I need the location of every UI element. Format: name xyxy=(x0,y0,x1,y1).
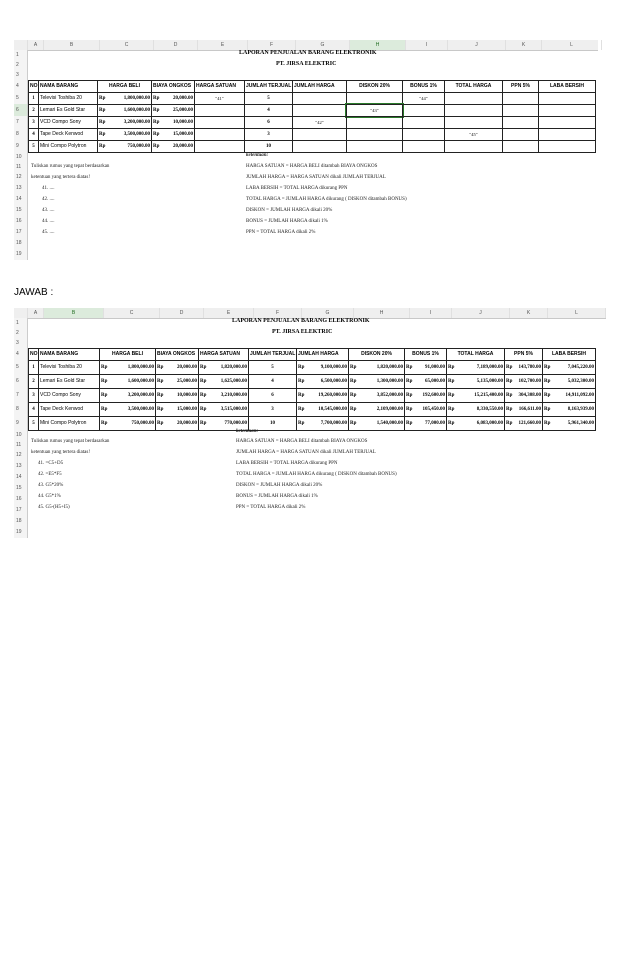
col-d[interactable]: D xyxy=(160,308,204,318)
ketentuan-line: TOTAL HARGA = JUMLAH HARGA dikurang ( DISKON ditambah BONUS) xyxy=(236,472,397,477)
col-h[interactable]: H xyxy=(350,40,406,50)
table-row: 2 Lemari Es Gold Star Rp 1,600,000.00 Rp 25,000.00 Rp 1,625,000.00 4 Rp 6,500,000.00 Rp 1,300,000.00 Rp 65,000.00 Rp 5,135,000.00 Rp 102,700.00 Rp 5,032,300.00 xyxy=(29,375,596,389)
ketentuan-line: DISKON = JUMLAH HARGA dikali 20% xyxy=(236,483,323,488)
ketentuan-line: LABA BERSIH = TOTAL HARGA dikurang PPN xyxy=(236,461,338,466)
question-item: 45. .... xyxy=(42,230,55,235)
answer-table xyxy=(29,349,596,431)
col-j[interactable]: J xyxy=(452,308,510,318)
col-g[interactable]: G xyxy=(302,308,354,318)
ketentuan-line: DISKON = JUMLAH HARGA dikali 20% xyxy=(246,208,333,213)
table-row: 3 VCD Compo Sony Rp 3,200,000.00 Rp 10,000.00 6 "42" xyxy=(29,117,596,129)
instruction-line-1: Tuliskan rumus yang tepat berdasarkan xyxy=(31,439,110,444)
answer-sheet xyxy=(14,308,606,535)
col-b[interactable]: B xyxy=(44,40,100,50)
ketentuan-line: BONUS = JUMLAH HARGA dikali 1% xyxy=(236,494,318,499)
col-c[interactable]: C xyxy=(104,308,160,318)
instruction-line-2: ketentuan yang tertera diatas! xyxy=(31,175,90,180)
table-row: 4 Tape Deck Kenwod Rp 3,500,000.00 Rp 15,000.00 Rp 3,515,000.00 3 Rp 10,545,000.00 Rp 2,109,000.00 Rp 105,450.00 Rp 8,330,550.00 Rp 166,611.00 Rp 8,163,939.00 xyxy=(29,403,596,417)
marker-42: "42" xyxy=(292,116,347,129)
report-title: LAPORAN PENJUALAN BARANG ELEKTRONIK xyxy=(239,50,377,56)
table-row: 1 Televisi Toshiba 20 Rp 1,800,000.00 Rp 20,000.00 "41" 5 "44" xyxy=(29,93,596,105)
ketentuan-line: HARGA SATUAN = HARGA BELI ditambah BIAYA ONGKOS xyxy=(236,439,368,444)
col-h[interactable]: H xyxy=(354,308,410,318)
col-b[interactable]: B xyxy=(44,308,104,318)
col-f[interactable]: F xyxy=(248,40,296,50)
ketentuan-heading: ketentuan: xyxy=(246,153,269,158)
table-row: 1 Televisi Toshiba 20 Rp 1,800,000.00 Rp 20,000.00 Rp 1,820,000.00 5 Rp 9,100,000.00 Rp 1,820,000.00 Rp 91,000.00 Rp 7,189,000.00 Rp 143,780.00 Rp 7,045,220.00 xyxy=(29,361,596,375)
ketentuan-line: PPN = TOTAL HARGA dikali 2% xyxy=(236,505,306,510)
col-l[interactable]: L xyxy=(542,40,602,50)
col-c[interactable]: C xyxy=(100,40,154,50)
table-row: 4 Tape Deck Kenwod Rp 3,500,000.00 Rp 15,000.00 3 "45" xyxy=(29,129,596,141)
table-header-row: NO NAMA BARANG HARGA BELI BIAYA ONGKOS HARGA SATUAN JUMLAH TERJUAL JUMLAH HARGA DISKON 20% BONUS 1% TOTAL HARGA PPN 5% LABA BERSIH xyxy=(29,81,596,93)
question-item: 43. .... xyxy=(42,208,55,213)
table-row: 3 VCD Compo Sony Rp 3,200,000.00 Rp 10,000.00 Rp 3,210,000.00 6 Rp 19,260,000.00 Rp 3,852,000.00 Rp 192,600.00 Rp 15,215,400.00 Rp 304,308.00 Rp 14,911,092.00 xyxy=(29,389,596,403)
question-sheet xyxy=(14,40,598,262)
report-title: LAPORAN PENJUALAN BARANG ELEKTRONIK xyxy=(232,318,370,324)
col-a[interactable]: A xyxy=(28,308,44,318)
question-table xyxy=(29,81,596,153)
ketentuan-line: JUMLAH HARGA = HARGA SATUAN dikali JUMLAH TERJUAL xyxy=(236,450,376,455)
marker-45: "45" xyxy=(444,128,503,141)
ketentuan-heading: ketentuan: xyxy=(236,429,259,434)
table-header-row: NO NAMA BARANG HARGA BELI BIAYA ONGKOS HARGA SATUAN JUMLAH TERJUAL JUMLAH HARGA DISKON 20% BONUS 1% TOTAL HARGA PPN 5% LABA BERSIH xyxy=(29,349,596,361)
col-k[interactable]: K xyxy=(506,40,542,50)
col-f[interactable]: F xyxy=(254,308,302,318)
ketentuan-line: JUMLAH HARGA = HARGA SATUAN dikali JUMLAH TERJUAL xyxy=(246,175,386,180)
table-row: 5 Mini Compo Polytron Rp 750,000.00 Rp 20,000.00 10 xyxy=(29,141,596,153)
col-a[interactable]: A xyxy=(28,40,44,50)
instruction-line-2: ketentuan yang tertera diatas! xyxy=(31,450,90,455)
answer-item: 45. G5-(H5+I5) xyxy=(38,505,70,510)
marker-41: "41" xyxy=(194,92,245,105)
row-number-column: 1 2 3 4 5 6 7 8 9 10 11 12 13 14 15 16 17 18 19 xyxy=(14,50,28,260)
question-item: 41. .... xyxy=(42,186,55,191)
question-item: 44. .... xyxy=(42,219,55,224)
table-row: 2 Lemari Es Gold Star Rp 1,600,000.00 Rp 25,000.00 4 "43" xyxy=(29,105,596,117)
col-k[interactable]: K xyxy=(510,308,548,318)
col-e[interactable]: E xyxy=(198,40,248,50)
answer-item: 42. =E5*F5 xyxy=(38,472,62,477)
answer-item: 44. G5*1% xyxy=(38,494,61,499)
col-g[interactable]: G xyxy=(296,40,350,50)
ketentuan-line: LABA BERSIH = TOTAL HARGA dikurang PPN xyxy=(246,186,348,191)
instruction-line-1: Tuliskan rumus yang tepat berdasarkan xyxy=(31,164,110,169)
row-number-column: 1 2 3 4 5 6 7 8 9 10 11 12 13 14 15 16 17 18 19 xyxy=(14,318,28,538)
col-j[interactable]: J xyxy=(448,40,506,50)
jawab-label: JAWAB : xyxy=(14,287,54,298)
ketentuan-line: PPN = TOTAL HARGA dikali 2% xyxy=(246,230,316,235)
question-item: 42. .... xyxy=(42,197,55,202)
answer-item: 41. =C5+D5 xyxy=(38,461,64,466)
marker-44: "44" xyxy=(402,92,445,105)
report-subtitle: PT. JIRSA ELEKTRIC xyxy=(276,61,337,67)
report-subtitle: PT. JIRSA ELEKTRIC xyxy=(272,329,333,335)
table-row: 5 Mini Compo Polytron Rp 750,000.00 Rp 20,000.00 Rp 770,000.00 10 Rp 7,700,000.00 Rp 1,540,000.00 Rp 77,000.00 Rp 6,083,000.00 Rp 121,660.00 Rp 5,961,340.00 xyxy=(29,417,596,431)
ketentuan-line: HARGA SATUAN = HARGA BELI ditambah BIAYA ONGKOS xyxy=(246,164,378,169)
col-i[interactable]: I xyxy=(410,308,452,318)
ketentuan-line: TOTAL HARGA = JUMLAH HARGA dikurang ( DISKON ditambah BONUS) xyxy=(246,197,407,202)
col-l[interactable]: L xyxy=(548,308,606,318)
marker-43-selected-cell[interactable]: "43" xyxy=(346,104,403,117)
ketentuan-line: BONUS = JUMLAH HARGA dikali 1% xyxy=(246,219,328,224)
col-d[interactable]: D xyxy=(154,40,198,50)
col-e[interactable]: E xyxy=(204,308,254,318)
answer-item: 43. G5*20% xyxy=(38,483,64,488)
col-i[interactable]: I xyxy=(406,40,448,50)
